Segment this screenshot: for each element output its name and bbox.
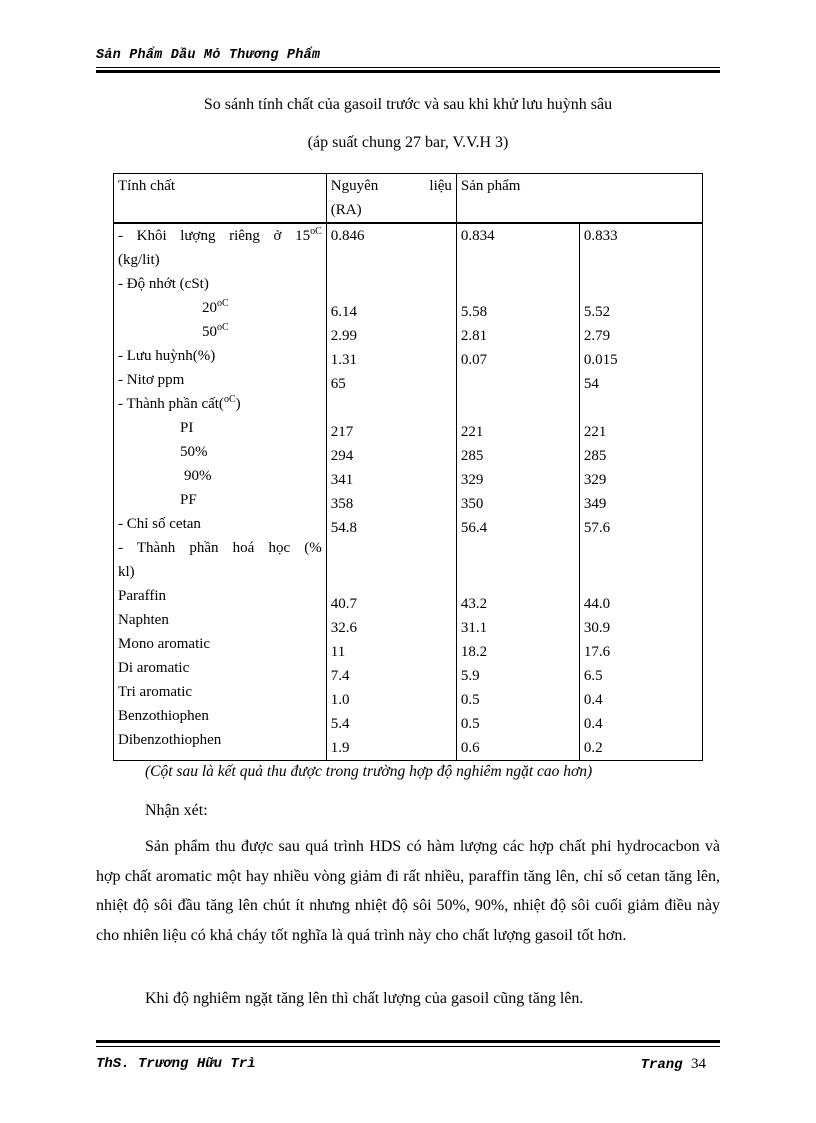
comparison-table xyxy=(113,173,703,761)
value-cell: 1.0 xyxy=(330,692,350,708)
footer-page-label: Trang xyxy=(640,1057,683,1073)
value-cell: 0.833 xyxy=(583,228,618,244)
value-cell: 54.8 xyxy=(330,520,358,536)
value-cell: 56.4 xyxy=(460,520,488,536)
value-cell: 54 xyxy=(583,376,599,392)
header-product: Sản phẩm xyxy=(460,178,521,194)
value-cell: 285 xyxy=(583,448,607,464)
value-cell: 221 xyxy=(583,424,607,440)
label-chem: - Thành phần hoá học (% xyxy=(118,540,322,556)
footer-page-number: 34 xyxy=(691,1056,706,1072)
column-raw xyxy=(326,223,456,761)
value-cell: 5.9 xyxy=(460,668,480,684)
value-cell: 0.5 xyxy=(460,692,480,708)
label-d50: 50% xyxy=(180,444,208,460)
label-d90: 90% xyxy=(184,468,212,484)
value-cell: 7.4 xyxy=(330,668,350,684)
value-cell: 0.846 xyxy=(330,228,365,244)
paragraph-1: Sản phẩm thu được sau quá trình HDS có hàm lượng các hợp chất phi hydrocacbon và hợp chất aromatic một hay nhiều vòng giảm đi rất nhiều, paraffin tăng lên, chỉ số cetan tăng lên, nhiệt độ sôi đầu tăng lên chút ít nhưng nhiệt độ sôi 50%, 90%, nhiệt độ sôi cuối giảm điều này cho nhiên liệu có khả cháy tốt nghĩa là quá trình này cho chất lượng gasoil tốt hơn. xyxy=(96,838,720,944)
column-product-1 xyxy=(456,223,579,761)
value-cell: 65 xyxy=(330,376,346,392)
header-rule-thin xyxy=(96,67,720,68)
table-body xyxy=(114,223,703,761)
value-cell: 349 xyxy=(583,496,607,512)
value-cell: 5.58 xyxy=(460,304,488,320)
value-cell: 5.52 xyxy=(583,304,611,320)
label-sulfur: - Lưu huỳnh(%) xyxy=(118,348,216,364)
label-dibenzo: Dibenzothiophen xyxy=(118,732,222,748)
value-cell: 0.4 xyxy=(583,716,603,732)
label-visc20: $20^{oC}$ xyxy=(202,298,229,316)
paragraph-2: Khi độ nghiêm ngặt tăng lên thì chất lượng của gasoil cũng tăng lên. xyxy=(145,990,584,1007)
footer-page xyxy=(641,1056,706,1073)
label-mono: Mono aromatic xyxy=(118,636,211,652)
table-note: (Cột sau là kết quả thu được trong trường hợp độ nghiêm ngặt cao hơn) xyxy=(145,763,593,780)
label-paraffin: Paraffin xyxy=(118,588,167,604)
value-cell: 43.2 xyxy=(460,596,488,612)
value-cell xyxy=(461,372,575,396)
header-raw-material: Nguyên liệu xyxy=(330,178,452,194)
value-cell: 1.9 xyxy=(330,740,350,756)
value-cell: 30.9 xyxy=(583,620,611,636)
value-cell: 40.7 xyxy=(330,596,358,612)
label-tri: Tri aromatic xyxy=(118,684,193,700)
label-cetane: - Chỉ số cetan xyxy=(118,516,201,532)
footer-author: ThS. Trương Hữu Trì xyxy=(96,1056,256,1072)
label-density: - Khôi lượng riêng ở $15^{oC}$ xyxy=(118,226,322,244)
value-cell: 57.6 xyxy=(583,520,611,536)
remark-label: Nhận xét: xyxy=(145,802,208,819)
header-raw-material-abbr: (RA) xyxy=(330,202,362,218)
value-cell: 217 xyxy=(330,424,354,440)
value-cell: 0.834 xyxy=(460,228,495,244)
label-nitrogen: - Nitơ ppm xyxy=(118,372,185,388)
label-visc50: $50^{oC}$ xyxy=(202,322,229,340)
footer-rule-thin xyxy=(96,1046,720,1047)
label-density-unit: (kg/lit) xyxy=(118,252,160,268)
value-cell: 32.6 xyxy=(330,620,358,636)
column-product-2 xyxy=(579,223,702,761)
header-rule-thick xyxy=(96,70,720,73)
value-cell: 0.6 xyxy=(460,740,480,756)
footer xyxy=(96,1056,706,1072)
value-cell: 341 xyxy=(330,472,354,488)
value-cell: 350 xyxy=(460,496,484,512)
doc-subtitle: (áp suất chung 27 bar, V.V.H 3) xyxy=(307,134,509,151)
value-cell: 6.14 xyxy=(330,304,358,320)
value-cell: 31.1 xyxy=(460,620,488,636)
label-benzo: Benzothiophen xyxy=(118,708,209,724)
value-cell: 329 xyxy=(583,472,607,488)
value-cell: 2.81 xyxy=(460,328,488,344)
label-pi: PI xyxy=(180,420,194,436)
value-cell: 11 xyxy=(330,644,346,660)
label-viscosity: - Độ nhớt (cSt) xyxy=(118,276,209,292)
value-cell: 294 xyxy=(330,448,354,464)
value-cell: 17.6 xyxy=(583,644,611,660)
value-cell: 6.5 xyxy=(583,668,603,684)
value-cell: 0.07 xyxy=(460,352,488,368)
footer-rule-thick xyxy=(96,1040,720,1043)
doc-title: So sánh tính chất của gasoil trước và sau khi khử lưu huỳnh sâu xyxy=(203,96,613,113)
value-cell: 2.99 xyxy=(330,328,358,344)
value-cell: 1.31 xyxy=(330,352,358,368)
label-chem-unit: kl) xyxy=(118,564,135,580)
value-cell: 2.79 xyxy=(583,328,611,344)
value-cell: 285 xyxy=(460,448,484,464)
value-cell: 0.5 xyxy=(460,716,480,732)
label-distillation: - Thành phần cất($^{oC}$) xyxy=(118,394,241,412)
value-cell: 0.2 xyxy=(583,740,603,756)
header-title: Sản Phẩm Dầu Mỏ Thương Phẩm xyxy=(96,48,321,63)
value-cell: 329 xyxy=(460,472,484,488)
value-cell: 0.015 xyxy=(583,352,618,368)
value-cell: 18.2 xyxy=(460,644,488,660)
value-cell: 221 xyxy=(460,424,484,440)
header-property: Tính chất xyxy=(118,178,176,194)
label-naphten: Naphten xyxy=(118,612,169,628)
value-cell: 5.4 xyxy=(330,716,350,732)
value-cell: 44.0 xyxy=(583,596,611,612)
value-cell: 358 xyxy=(330,496,354,512)
label-pf: PF xyxy=(180,492,197,508)
label-di: Di aromatic xyxy=(118,660,190,676)
value-cell: 0.4 xyxy=(583,692,603,708)
table-header-row xyxy=(114,174,703,224)
